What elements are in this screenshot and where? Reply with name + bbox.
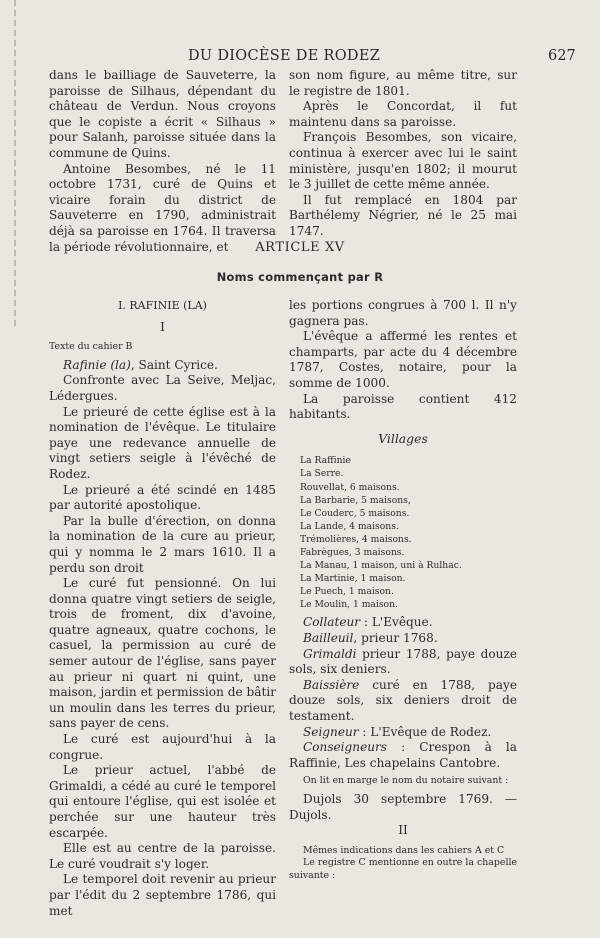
- paragraph: L'évêque a affermé les rentes et champarts, par acte du 4 décembre 1787, Costes, notaire, pour la somme de 1000.: [289, 329, 517, 390]
- conseigneurs-value: : Crespon à la Raffinie, Les chapelains Cantobre.: [289, 740, 517, 770]
- baissiere-line: [289, 678, 517, 725]
- paragraph: Elle est au centre de la paroisse. Le curé voudrait s'y loger.: [49, 841, 276, 871]
- margin-note: On lit en marge le nom du notaire suivant :: [303, 775, 509, 787]
- bailleuil-value: , prieur 1768.: [353, 631, 438, 646]
- seigneur-line: [289, 725, 517, 741]
- paragraph: Confronte avec La Seive, Meljac, Lédergues.: [49, 373, 276, 403]
- paragraph: Après le Concordat, il fut maintenu dans sa paroisse.: [289, 99, 517, 129]
- village-item: La Barbarie, 5 maisons,: [300, 494, 411, 506]
- collateur-value: : L'Evêque.: [360, 615, 433, 630]
- bailleuil-line: [289, 631, 517, 647]
- seigneur-label: Seigneur: [303, 724, 359, 739]
- paragraph: les portions congrues à 700 l. Il n'y gagnera pas.: [289, 298, 517, 328]
- paragraph: Le curé fut pensionné. On lui donna quatre vingt setiers de seigle, trois de froment, dix d'avoine, quatre agneaux, quatre cochons, le casuel, la permission au curé de semer autour de l'église, sans payer au prieur ni quart ni quint, une maison, jardin et permission de bâtir un moulin dans les terres du prieur, sans payer de cens.: [49, 576, 276, 731]
- conseigneurs-line: [289, 740, 517, 771]
- village-item: La Manau, 1 maison, uni à Rulhac.: [300, 560, 462, 572]
- bailleuil-label: Bailleuil: [303, 631, 354, 646]
- paragraph: La paroisse contient 412 habitants.: [289, 391, 517, 422]
- seigneur-value: : L'Evêque de Rodez.: [358, 724, 492, 739]
- collateur-line: [289, 615, 517, 631]
- section-number: II: [398, 823, 408, 838]
- top-right-column: [289, 68, 517, 240]
- village-item: Rouvellat, 6 maisons.: [300, 481, 400, 493]
- top-left-column: [49, 68, 276, 255]
- collateur-label: Collateur: [303, 615, 361, 630]
- grimaldi-line: [289, 647, 517, 678]
- paragraph: dans le bailliage de Sauveterre, la paroisse de Silhaus, dépendant du château de Verdun. Nous croyons que le copiste a écrit « Silhaus » pour Salanh, paroisse située dans la commune de Quins.: [49, 68, 276, 160]
- villages-heading: Villages: [378, 430, 428, 446]
- parish-line: [49, 358, 276, 374]
- article-title: ARTICLE XV: [255, 240, 345, 255]
- running-header: [0, 48, 600, 66]
- note: Mêmes indications dans les cahiers A et C: [303, 844, 505, 856]
- right-column: [289, 298, 517, 883]
- entry-heading: I. RAFINIE (LA): [118, 299, 207, 312]
- village-item: La Martinie, 1 maison.: [300, 573, 406, 585]
- note: Le registre C mentionne en outre la chapelle suivante :: [289, 857, 517, 881]
- paragraph: Le prieur actuel, l'abbé de Grimaldi, a cédé au curé le temporel qui entoure l'église, qui est isolée et perchée sur une hauteur très escarpée.: [49, 763, 276, 840]
- running-title: DU DIOCÈSE DE RODEZ: [188, 48, 381, 64]
- article-subtitle: Noms commençant par R: [216, 270, 384, 284]
- village-item: Le Couderc, 5 maisons.: [300, 507, 410, 519]
- page-number: 627: [548, 48, 576, 64]
- section-number: I: [160, 319, 165, 334]
- source-note: Texte du cahier B: [49, 341, 133, 353]
- villages-list: [289, 454, 517, 611]
- paragraph: Antoine Besombes, né le 11 octobre 1731, curé de Quins et vicaire forain du district de Sauveterre en 1790, administrait déjà sa paroisse en 1764. Il traversa la période révolutionnaire, et: [49, 161, 276, 254]
- paragraph: Il fut remplacé en 1804 par Barthélemy Négrier, né le 25 mai 1747.: [289, 192, 517, 238]
- grimaldi-label: Grimaldi: [303, 646, 357, 661]
- paragraph: Le prieuré a été scindé en 1485 par autorité apostolique.: [49, 482, 276, 513]
- baissiere-label: Baissière: [303, 677, 360, 692]
- paragraph: Le temporel doit revenir au prieur par l'édit du 2 septembre 1786, qui met: [49, 872, 276, 918]
- paragraph: Le prieuré de cette église est à la nomination de l'évêque. Le titulaire paye une redevance annuelle de vingt setiers seigle à l'évêché de Rodez.: [49, 404, 276, 481]
- paragraph: François Besombes, son vicaire, continua à exercer avec lui le saint ministère, jusqu'en 1802; il mourut le 3 juillet de cette même année.: [289, 130, 517, 192]
- baissiere-value: curé en 1788, paye douze sols, six deniers droit de testament.: [289, 677, 517, 724]
- conseigneurs-label: Conseigneurs: [303, 740, 388, 755]
- paragraph: Par la bulle d'érection, on donna la nomination de la cure au prieur, qui y nomma le 2 mars 1610. Il a perdu son droit: [49, 513, 276, 575]
- notary-line: Dujols 30 septembre 1769. — Dujols.: [289, 792, 517, 822]
- parish-saint: , Saint Cyrice.: [130, 357, 218, 372]
- parish-name: Rafinie (la): [63, 357, 131, 372]
- paragraph: son nom figure, au même titre, sur le registre de 1801.: [289, 68, 517, 98]
- village-item: Trémolières, 4 maisons.: [300, 533, 412, 545]
- village-item: La Serre.: [300, 468, 344, 480]
- left-column: [49, 298, 276, 919]
- village-item: Le Puech, 1 maison.: [300, 586, 394, 598]
- paragraph: Le curé est aujourd'hui à la congrue.: [49, 732, 276, 762]
- village-item: La Lande, 4 maisons.: [300, 520, 399, 532]
- village-item: Le Moulin, 1 maison.: [300, 599, 398, 611]
- village-item: La Raffinie: [300, 455, 351, 467]
- village-item: Fabrègues, 3 maisons.: [300, 547, 405, 558]
- grimaldi-value: prieur 1788, paye douze sols, six deniers.: [289, 646, 517, 677]
